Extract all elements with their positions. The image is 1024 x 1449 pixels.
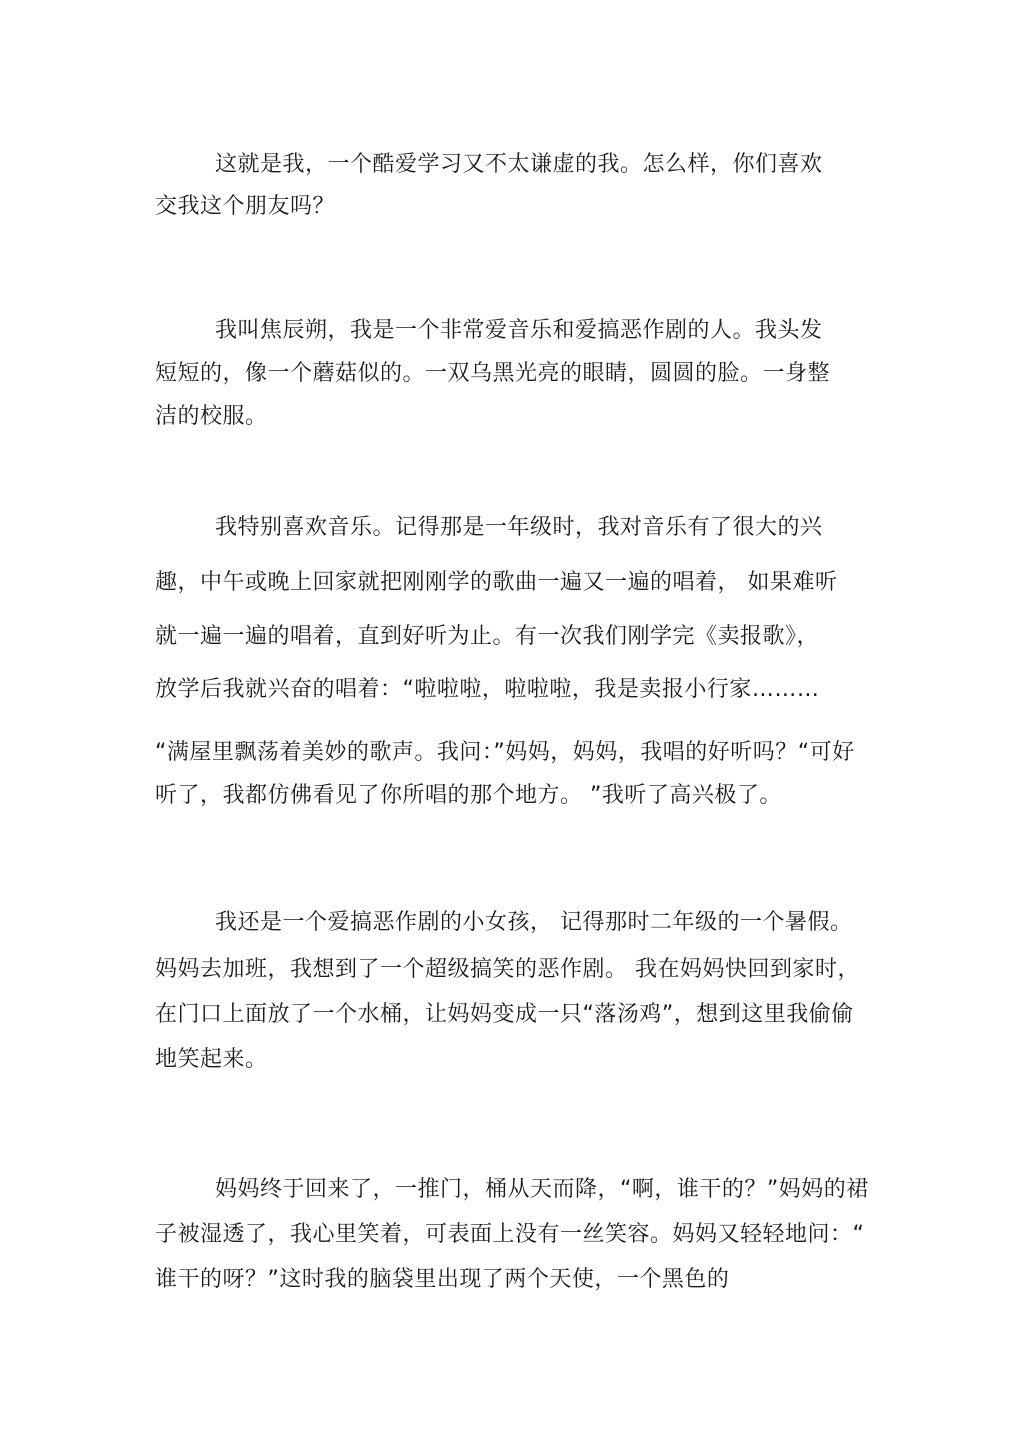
paragraph-5-line-2: 子被湿透了，我心里笑着，可表面上没有一丝笑容。妈妈又轻轻地问：“ — [155, 1222, 865, 1247]
paragraph-3-line-5: “满屋里飘荡着美妙的歌声。我问：”妈妈，妈妈，我唱的好听吗？“可好 — [155, 740, 855, 765]
paragraph-4-line-1: 我还是一个爱搞恶作剧的小女孩， 记得那时二年级的一个暑假。 — [215, 910, 853, 935]
paragraph-5-line-1: 妈妈终于回来了，一推门，桶从天而降，“啊，谁干的？”妈妈的裙 — [215, 1177, 869, 1202]
paragraph-1-line-1: 这就是我，一个酷爱学习又不太谦虚的我。怎么样，你们喜欢 — [215, 152, 823, 177]
paragraph-4-line-4: 地笑起来。 — [155, 1047, 268, 1072]
paragraph-5-line-3: 谁干的呀？”这时我的脑袋里出现了两个天使，一个黑色的 — [155, 1267, 730, 1292]
paragraph-1-line-2: 交我这个朋友吗？ — [155, 194, 336, 219]
paragraph-2-line-3: 洁的校服。 — [155, 404, 268, 429]
paragraph-3-line-4: 放学后我就兴奋的唱着：“啦啦啦，啦啦啦，我是卖报小行家……… — [155, 677, 820, 702]
paragraph-2-line-1: 我叫焦辰朔，我是一个非常爱音乐和爱搞恶作剧的人。我头发 — [215, 318, 823, 343]
paragraph-3-line-6: 听了，我都仿佛看见了你所唱的那个地方。 ”我听了高兴极了。 — [155, 783, 782, 808]
paragraph-3-line-3: 就一遍一遍的唱着，直到好听为止。有一次我们刚学完《卖报歌》， — [155, 624, 820, 649]
paragraph-2-line-2: 短短的，像一个蘑菇似的。一双乌黑光亮的眼睛，圆圆的脸。一身整 — [155, 361, 831, 386]
paragraph-4-line-2: 妈妈去加班，我想到了一个超级搞笑的恶作剧。 我在妈妈快回到家时， — [155, 957, 860, 982]
paragraph-4-line-3: 在门口上面放了一个水桶，让妈妈变成一只“落汤鸡”，想到这里我偷偷 — [155, 1002, 854, 1027]
paragraph-3-line-2: 趣，中午或晚上回家就把刚刚学的歌曲一遍又一遍的唱着， 如果难听 — [155, 570, 838, 595]
paragraph-3-line-1: 我特别喜欢音乐。记得那是一年级时，我对音乐有了很大的兴 — [215, 515, 823, 540]
